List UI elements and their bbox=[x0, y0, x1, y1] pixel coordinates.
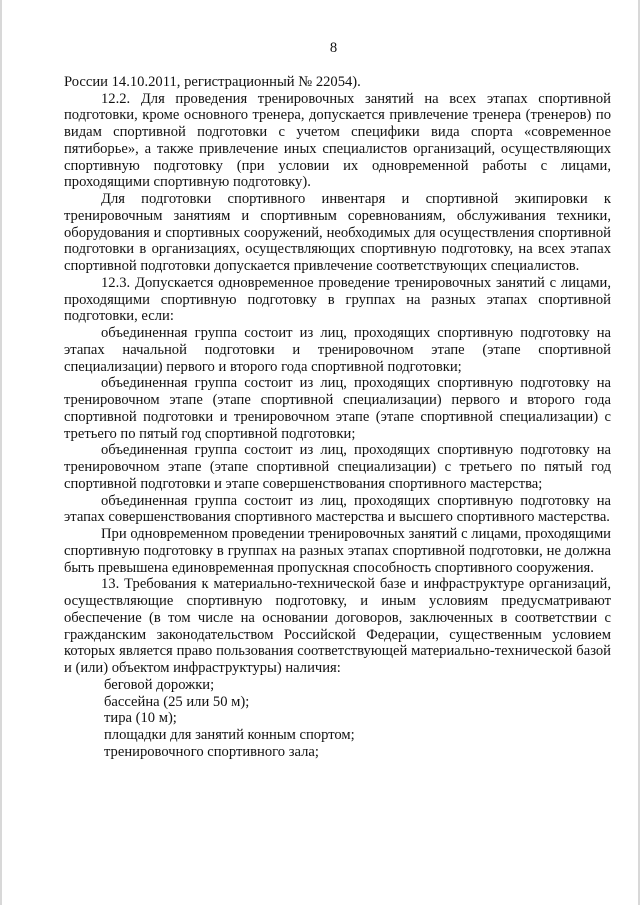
list-item: бассейна (25 или 50 м); bbox=[104, 693, 250, 710]
scan-edge-left bbox=[0, 0, 2, 905]
page-number: 8 bbox=[329, 40, 338, 56]
paragraph-capacity: При одновременном проведении тренировочных занятий с лицами, проходящими спортивную подготовку в группах на разных этапах спортивной подготовки, не должна быть превышена единовременная пропускная способность спортивного сооружения. bbox=[64, 526, 611, 576]
facility-list bbox=[64, 677, 611, 761]
paragraph-13: 13. Требования к материально-технической базе и инфраструктуре организаций, осуществляющие спортивную подготовку, и иным условиям предусматривают обеспечение (в том числе на основании договоров, заключенных в соответствии с гражданским законодательством Российской Федерации, существенным условием которых является право пользования соответствующей материально-технической базой и (или) объектом инфраструктуры) наличия: bbox=[64, 576, 611, 676]
paragraph-combined-group-3: объединенная группа состоит из лиц, проходящих спортивную подготовку на тренировочном этапе (этапе спортивной специализации) с третьего по пятый год спортивной подготовки и этапе совершенствования спортивного мастерства; bbox=[64, 442, 611, 492]
paragraph-equipment-specialists: Для подготовки спортивного инвентаря и спортивной экипировки к тренировочным занятиям и спортивным соревнованиям, обслуживания техники, оборудования и спортивных сооружений, необходимых для осуществления спортивной подготовки в организациях, осуществляющих спортивную подготовку, на всех этапах спортивной подготовки допускается привлечение соответствующих специалистов. bbox=[64, 191, 611, 274]
paragraph-continuation: России 14.10.2011, регистрационный № 22054). bbox=[64, 73, 361, 90]
paragraph-combined-group-2: объединенная группа состоит из лиц, проходящих спортивную подготовку на тренировочном этапе (этапе спортивной специализации) первого и второго года спортивной подготовки и тренировочном этапе (этапе спортивной специализации) с третьего по пятый год спортивной подготовки; bbox=[64, 375, 611, 442]
paragraph-12-2: 12.2. Для проведения тренировочных занятий на всех этапах спортивной подготовки, кроме основного тренера, допускается привлечение тренера (тренеров) по видам спортивной подготовки с учетом специфики вида спорта «современное пятиборье», а также привлечение иных специалистов организаций, осуществляющих спортивную подготовку (при условии их одновременной работы с лицами, проходящими спортивную подготовку). bbox=[64, 90, 611, 191]
list-item: тира (10 м); bbox=[104, 710, 177, 727]
list-item: площадки для занятий конным спортом; bbox=[104, 727, 355, 743]
list-item: беговой дорожки; bbox=[104, 676, 215, 693]
paragraph-combined-group-1: объединенная группа состоит из лиц, проходящих спортивную подготовку на этапах начальной подготовки и тренировочном этапе (этапе спортивной специализации) первого и второго года спортивной подготовки; bbox=[64, 325, 611, 375]
list-item: тренировочного спортивного зала; bbox=[104, 743, 319, 760]
paragraph-12-3: 12.3. Допускается одновременное проведение тренировочных занятий с лицами, проходящими спортивную подготовку в группах на разных этапах спортивной подготовки, если: bbox=[64, 274, 611, 325]
paragraph-combined-group-4: объединенная группа состоит из лиц, проходящих спортивную подготовку на этапах совершенствования спортивного мастерства и высшего спортивного мастерства. bbox=[64, 492, 611, 526]
